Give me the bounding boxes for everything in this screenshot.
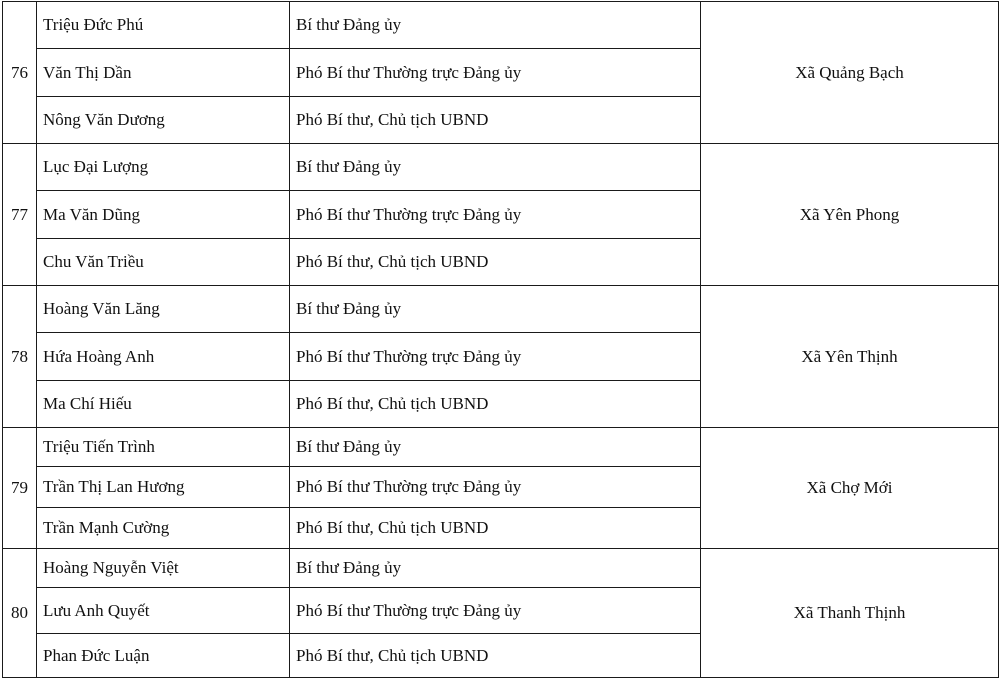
member-name: Triệu Tiến Trình [37,428,290,467]
member-position: Phó Bí thư, Chủ tịch UBND [290,239,701,286]
member-position: Phó Bí thư Thường trực Đảng ủy [290,588,701,634]
table-row [3,428,999,467]
member-position: Phó Bí thư, Chủ tịch UBND [290,634,701,678]
member-position: Bí thư Đảng ủy [290,144,701,191]
personnel-table-body [3,2,999,678]
table-row [3,286,999,333]
member-position: Bí thư Đảng ủy [290,286,701,333]
member-name: Ma Văn Dũng [37,191,290,239]
row-number: 79 [3,428,37,549]
member-name: Triệu Đức Phú [37,2,290,49]
member-position: Phó Bí thư Thường trực Đảng ủy [290,191,701,239]
row-number: 80 [3,549,37,678]
member-name: Hứa Hoàng Anh [37,333,290,381]
member-name: Nông Văn Dương [37,97,290,144]
row-number: 76 [3,2,37,144]
commune-name: Xã Chợ Mới [701,428,999,549]
personnel-table [2,1,999,678]
table-row [3,2,999,49]
row-number: 77 [3,144,37,286]
member-name: Trần Mạnh Cường [37,508,290,549]
member-name: Lưu Anh Quyết [37,588,290,634]
member-position: Phó Bí thư, Chủ tịch UBND [290,508,701,549]
table-row [3,549,999,588]
member-name: Chu Văn Triều [37,239,290,286]
member-name: Phan Đức Luận [37,634,290,678]
member-name: Hoàng Văn Lăng [37,286,290,333]
member-position: Phó Bí thư Thường trực Đảng ủy [290,333,701,381]
table-row [3,144,999,191]
commune-name: Xã Yên Thịnh [701,286,999,428]
row-number: 78 [3,286,37,428]
commune-name: Xã Yên Phong [701,144,999,286]
member-position: Phó Bí thư, Chủ tịch UBND [290,97,701,144]
member-position: Phó Bí thư, Chủ tịch UBND [290,381,701,428]
member-position: Phó Bí thư Thường trực Đảng ủy [290,49,701,97]
member-name: Ma Chí Hiếu [37,381,290,428]
member-position: Bí thư Đảng ủy [290,2,701,49]
member-name: Lục Đại Lượng [37,144,290,191]
member-position: Bí thư Đảng ủy [290,428,701,467]
member-position: Phó Bí thư Thường trực Đảng ủy [290,467,701,508]
member-name: Văn Thị Dần [37,49,290,97]
member-name: Hoàng Nguyễn Việt [37,549,290,588]
member-name: Trần Thị Lan Hương [37,467,290,508]
member-position: Bí thư Đảng ủy [290,549,701,588]
commune-name: Xã Quảng Bạch [701,2,999,144]
commune-name: Xã Thanh Thịnh [701,549,999,678]
